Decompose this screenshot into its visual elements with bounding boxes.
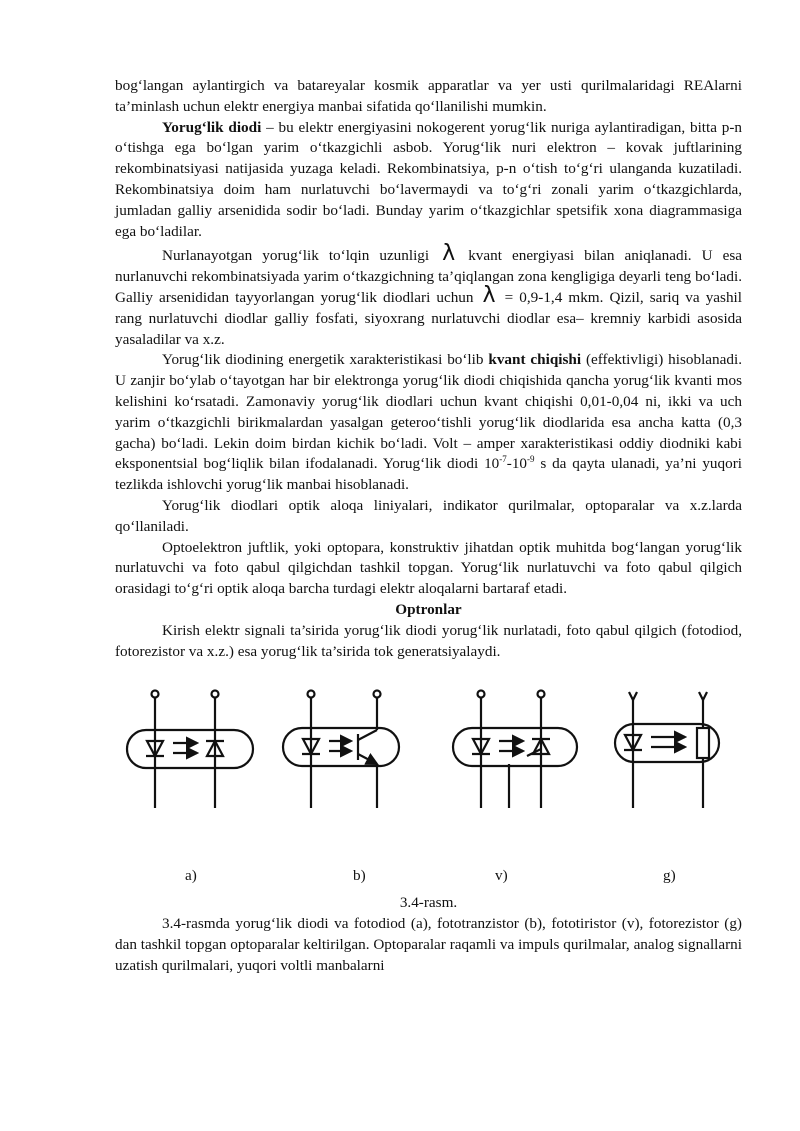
paragraph-optocoupler: Optoelektron juftlik, yoki optopara, konstruktiv jihatdan optik muhitda bog‘langan yorug‘lik nurlatuvchi va foto qabul qilgichdan tashkil topgan. Yorug‘lik nurlatuvchi va foto qabul qilgich orasidagi to‘g‘ri optik aloqa barcha turdagi elektr aloqalarni bartaraf etadi. (115, 538, 742, 598)
figure-caption: 3.4-rasm. (399, 894, 458, 912)
diagram-v-led-photothyristor (453, 691, 577, 809)
term-led: Yorug‘lik diodi (162, 118, 262, 136)
optocoupler-diagrams (115, 688, 742, 868)
section-heading: Optronlar (395, 600, 462, 618)
paragraph-quantum-efficiency: Yorug‘lik diodining energetik xarakteristikasi bo‘lib kvant chiqishi (effektivligi) hisoblanadi. U zanjir bo‘ylab o‘tayotgan har bir elektronga yorug‘lik diodi chiqishida qancha yorug‘lik kvanti mos kelishini ko‘rsatadi. Zamonaviy yorug‘lik diodlari uchun kvant chiqishi 0,01-0,04 ni, ikki va uch yarim o‘tkazgichli birikmalardan yasalgan geteroo‘tishli yorug‘lik diodlarida esa ancha katta (0,3 gacha) bo‘ladi. Lekin doim birdan kichik bo‘ladi. Volt – amper xarakteristikasi oddiy diodniki kabi eksponentsial bog‘liqlik bilan ifodalanadi. Yorug‘lik diodi $10^{-7}-10^{-9}$ s da qayta ulanadi, ya’ni yuqori tezlikda ishlovchi yorug‘lik manbai hisoblanadi. (115, 351, 742, 494)
term-quantum-output: kvant chiqishi (488, 351, 582, 369)
paragraph-1: bog‘langan aylantirgich va batareyalar kosmik apparatlar va yer usti qurilmalaridagi REAlarni ta’minlash uchun elektr energiya manbai sifatida qo‘llanilishi mumkin. (115, 77, 742, 115)
paragraph-wavelength: Nurlanayotgan yorug‘lik to‘lqin uzunligi λ kvant energiyasi bilan aniqlanadi. U esa nurlanuvchi rekombinatsiyada yarim o‘tkazgichning ta’qiqlangan zona kengligiga deyarli teng bo‘ladi. Galliy arsenididan tayyorlangan yorug‘lik diodlari uchun λ = 0,9-1,4 mkm. Qizil, sariq va yashil rang nurlatuvchi diodlar galliy fosfati, siyoxrang nurlatuvchi diodlar esa– kremniy karbidi asosida yasaladilar va x.z. (115, 241, 742, 348)
figure-label-v: v) (495, 867, 508, 885)
lambda-symbol-2: λ (482, 282, 496, 308)
document-page (115, 76, 742, 977)
figure-label-b: b) (353, 867, 366, 885)
figure-label-a: a) (185, 867, 197, 885)
diagram-a-led-photodiode (127, 691, 253, 809)
paragraph-led-definition: Yorug‘lik diodi – bu elektr energiyasini nokogerent yorug‘lik nuriga aylantiradigan, bitta p-n o‘tishga ega bo‘lgan yarim o‘tkazgichli asbob. Yorug‘lik nuri elektron – kovak juftlarining rekombinatsiyasi natijasida yuzaga keladi. Rekombinatsiya, p-n o‘tish to‘g‘ri ulanganda kuzatiladi. Rekombinatsiya doim ham nurlatuvchi bo‘lavermaydi va to‘g‘ri zonali yarim o‘tkazgichlarda, jumladan galliy arsenidida sodir bo‘ladi. Bunday yarim o‘tkazgichlar spetsifik xona diagrammasiga ega bo‘ladilar. (115, 118, 742, 240)
paragraph-applications: Yorug‘lik diodlari optik aloqa liniyalari, indikator qurilmalar, optoparalar va x.z.larda qo‘llaniladi. (115, 496, 742, 535)
paragraph-figure-description: 3.4-rasmda yorug‘lik diodi va fotodiod (a), fototranzistor (b), fototiristor (v), fotorezistor (g) dan tashkil topgan optoparalar keltirilgan. Optoparalar raqamli va impuls qurilmalar, analog signallarni uzatish qurilmalari, yuqori voltli manbalarni (115, 915, 742, 974)
lambda-symbol: λ (442, 241, 456, 267)
diagram-b-led-phototransistor (283, 691, 399, 809)
diagram-g-led-photoresistor (615, 692, 719, 808)
paragraph-optron-principle: Kirish elektr signali ta’sirida yorug‘lik diodi yorug‘lik nurlatadi, foto qabul qilgich (fotodiod, fotorezistor va x.z.) esa yorug‘lik ta’sirida tok generatsiyalaydi. (115, 621, 742, 660)
figure-label-g: g) (663, 867, 676, 885)
figure-optocouplers (115, 688, 742, 893)
